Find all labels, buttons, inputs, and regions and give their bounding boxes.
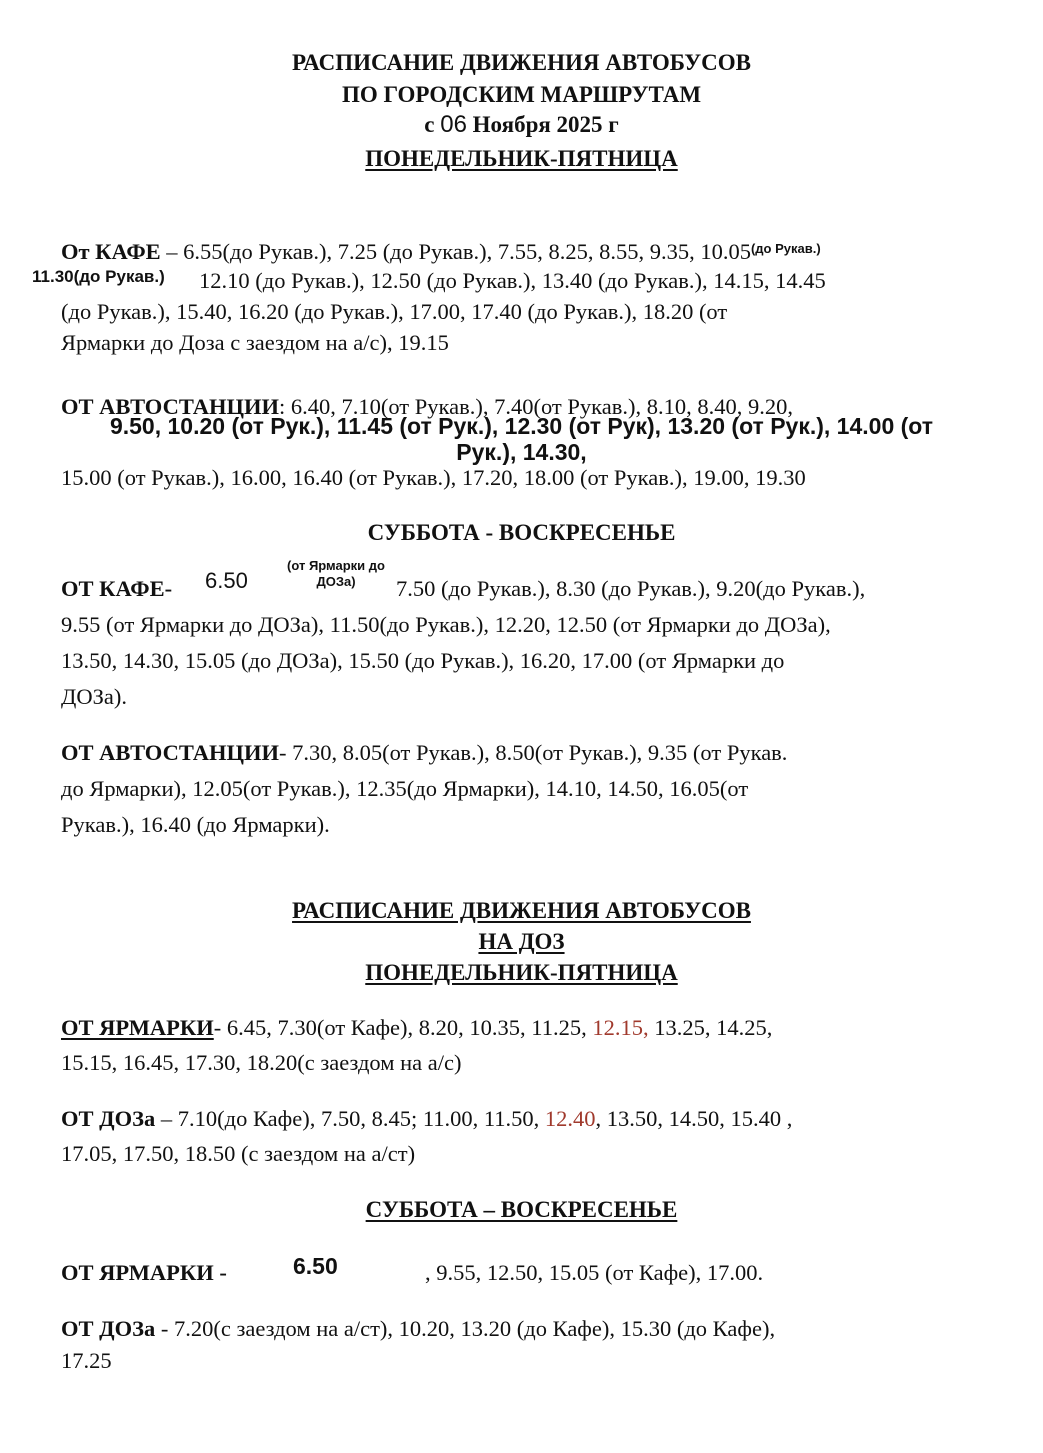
kafe-overlay-1130: 11.30(до Рукав.) xyxy=(32,267,165,286)
kafe-label: От КАФЕ xyxy=(61,239,161,264)
date-rest: Ноября 2025 г xyxy=(472,112,619,137)
doz-weekday-heading-text: ПОНЕДЕЛЬНИК-ПЯТНИЦА xyxy=(365,960,678,985)
doz-times-1b: , 13.50, 14.50, 15.40 , xyxy=(595,1106,793,1131)
doz-title-text: РАСПИСАНИЕ ДВИЖЕНИЯ АВТОБУСОВ xyxy=(292,898,751,923)
kafe-weekday-line4: Ярмарки до Доза с заездом на а/с), 19.15 xyxy=(61,330,449,355)
doz-title xyxy=(0,898,1043,924)
weekend-kafe-line4: ДОЗа). xyxy=(61,684,127,709)
doz-subtitle-text: НА ДОЗ xyxy=(478,929,565,954)
weekday-heading xyxy=(0,146,1043,172)
weekend-doz-times-1: - 7.20(с заездом на а/ст), 10.20, 13.20 (до Кафе), 15.30 (до Кафе), xyxy=(155,1316,776,1341)
weekend-kafe-times-1: 7.50 (до Рукав.), 8.30 (до Рукав.), 9.20(до Рукав.), xyxy=(396,576,866,601)
weekend-yarmarki-line1 xyxy=(61,1260,227,1286)
weekend-avto-line3: Рукав.), 16.40 (до Ярмарки). xyxy=(61,812,330,837)
avto-overlay-line2: 9.50, 10.20 (от Рук.), 11.45 (от Рук.), 12.30 (от Рук), 13.20 (от Рук.), 14.00 (от xyxy=(109,413,934,439)
doz-weekday-heading xyxy=(0,960,1043,986)
doz-weekday-line1 xyxy=(61,1106,792,1132)
schedule-subtitle: ПО ГОРОДСКИМ МАРШРУТАМ xyxy=(341,82,702,107)
weekend-kafe-line1 xyxy=(61,576,172,602)
weekend-avto-times-1: - 7.30, 8.05(от Рукав.), 8.50(от Рукав.), 9.35 (от Рукав. xyxy=(278,740,788,765)
weekend-yarmarki-label: ОТ ЯРМАРКИ - xyxy=(61,1260,227,1285)
avto-weekday-line4: 15.00 (от Рукав.), 16.00, 16.40 (от Рукав.), 17.20, 18.00 (от Рукав.), 19.00, 19.30 xyxy=(61,465,806,490)
kafe-weekday-line3: (до Рукав.), 15.40, 16.20 (до Рукав.), 17.00, 17.40 (до Рукав.), 18.20 (от xyxy=(61,299,728,324)
avto-label: ОТ АВТОСТАНЦИИ xyxy=(61,394,279,419)
yarmarki-times-1a: - 6.45, 7.30(от Кафе), 8.20, 10.35, 11.25, xyxy=(213,1015,593,1040)
doz-time-red: 12.40 xyxy=(544,1106,596,1131)
avto-times-1: : 6.40, 7.10(от Рукав.), 7.40(от Рукав.), 8.10, 8.40, 9.20, xyxy=(278,394,793,419)
weekend-yarmarki-times: , 9.55, 12.50, 15.05 (от Кафе), 17.00. xyxy=(425,1260,764,1285)
doz-label: ОТ ДОЗа xyxy=(61,1106,156,1131)
kafe-times-1: – 6.55(до Рукав.), 7.25 (до Рукав.), 7.55, 8.25, 8.55, 9.35, 10.05 xyxy=(160,239,751,264)
yarmarki-times-1b: 13.25, 14.25, xyxy=(648,1015,773,1040)
yarmarki-time-red: 12.15, xyxy=(592,1015,649,1040)
weekend-yarmarki-overlay-time: 6.50 xyxy=(293,1253,338,1279)
kafe-note-1005: (до Рукав.) xyxy=(750,241,821,256)
schedule-date xyxy=(0,112,1043,138)
kafe-weekday-line1 xyxy=(61,236,821,265)
weekend-doz-label: ОТ ДОЗа xyxy=(61,1316,156,1341)
avto-overlay-line3: Рук.), 14.30, xyxy=(456,439,587,465)
yarmarki-weekday-line2: 15.15, 16.45, 17.30, 18.20(с заездом на а/с) xyxy=(61,1050,462,1075)
weekend-kafe-line2: 9.55 (от Ярмарки до ДОЗа), 11.50(до Рукав.), 12.20, 12.50 (от Ярмарки до ДОЗа), xyxy=(61,612,831,637)
yarmarki-weekday-line1 xyxy=(61,1015,772,1041)
weekend-kafe-note xyxy=(266,558,406,590)
yarmarki-label: ОТ ЯРМАРКИ xyxy=(61,1015,214,1040)
weekend-avto-line1 xyxy=(61,740,787,766)
doz-weekend-heading xyxy=(0,1197,1043,1223)
date-day: 06 xyxy=(440,111,467,138)
weekend-doz-line2: 17.25 xyxy=(61,1348,112,1373)
weekday-heading-text: ПОНЕДЕЛЬНИК-ПЯТНИЦА xyxy=(365,146,678,171)
schedule-title: РАСПИСАНИЕ ДВИЖЕНИЯ АВТОБУСОВ xyxy=(292,50,751,75)
weekend-kafe-note-1: (от Ярмарки до xyxy=(287,558,385,573)
weekend-kafe-line3: 13.50, 14.30, 15.05 (до ДОЗа), 15.50 (до Рукав.), 16.20, 17.00 (от Ярмарки до xyxy=(61,648,785,673)
weekend-heading: СУББОТА - ВОСКРЕСЕНЬЕ xyxy=(367,520,676,545)
weekend-kafe-overlay-time: 6.50 xyxy=(205,568,248,593)
weekend-kafe-label: ОТ КАФЕ- xyxy=(61,576,173,601)
weekend-avto-line2: до Ярмарки), 12.05(от Рукав.), 12.35(до Ярмарки), 14.10, 14.50, 16.05(от xyxy=(61,776,749,801)
doz-weekday-line2: 17.05, 17.50, 18.50 (с заездом на а/ст) xyxy=(61,1141,416,1166)
weekend-doz-line1 xyxy=(61,1316,775,1342)
doz-times-1a: – 7.10(до Кафе), 7.50, 8.45; 11.00, 11.50, xyxy=(155,1106,545,1131)
kafe-weekday-line2: 12.10 (до Рукав.), 12.50 (до Рукав.), 13.40 (до Рукав.), 14.15, 14.45 xyxy=(199,268,826,293)
date-prefix: с xyxy=(424,112,435,137)
weekend-avto-label: ОТ АВТОСТАНЦИИ xyxy=(61,740,279,765)
doz-weekend-heading-text: СУББОТА – ВОСКРЕСЕНЬЕ xyxy=(365,1197,678,1222)
doz-subtitle xyxy=(0,929,1043,955)
weekend-kafe-note-2: ДОЗа) xyxy=(316,574,356,589)
